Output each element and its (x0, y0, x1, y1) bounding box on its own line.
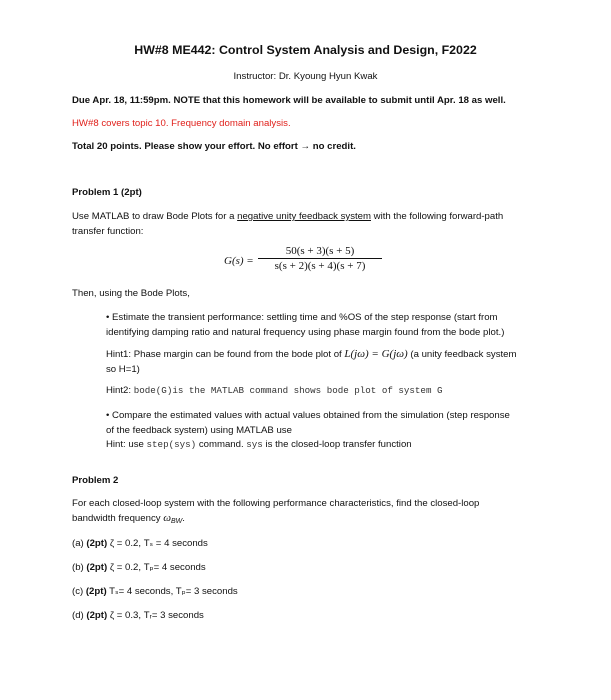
part-d-spec: ζ = 0.3, Tᵣ= 3 seconds (109, 610, 204, 621)
part-c-spec: Tₛ= 4 seconds, Tₚ= 3 seconds (109, 586, 238, 597)
part-c-points: (2pt) (85, 586, 107, 597)
due-notice: Due Apr. 18, 11:59pm. NOTE that this homework will be available to submit until Apr. 18 as well. (72, 95, 506, 106)
hint3-code-sys: sys (246, 439, 263, 450)
part-b-spec: ζ = 0.2, Tₚ= 4 seconds (109, 562, 206, 573)
then-text: Then, using the Bode Plots, (72, 288, 190, 299)
problem1-intro-post: with the following forward-path (370, 211, 504, 222)
problem1-intro (72, 210, 503, 223)
omega-subscript: BW (170, 518, 183, 525)
hint1 (106, 348, 516, 361)
fraction-bar (258, 258, 382, 259)
hint2 (106, 384, 443, 397)
topic-notice: HW#8 covers topic 10. Frequency domain analysis. (72, 118, 291, 129)
bullet2-line1: • Compare the estimated values with actual values obtained from the simulation (step response (106, 410, 510, 421)
hint2-code: bode(G)is the MATLAB command shows bode plot of system G (133, 385, 443, 396)
hint3-mid: command. (196, 439, 247, 450)
hint3-code-step: step(sys) (146, 439, 197, 450)
hint3 (106, 438, 412, 451)
transfer-function-denominator: s(s + 2)(s + 4)(s + 7) (274, 260, 366, 272)
problem2-intro-post: . (182, 513, 185, 524)
feedback-system-link: negative unity feedback system (237, 211, 371, 222)
part-b-label: (b) (72, 562, 84, 573)
problem1-intro-pre: Use MATLAB to draw Bode Plots for a (72, 211, 238, 222)
part-b-points: (2pt) (86, 562, 108, 573)
bullet1-line1: • Estimate the transient performance: settling time and %OS of the step response (start from (106, 312, 498, 323)
part-c (72, 585, 238, 598)
problem2-intro-pre: bandwidth frequency (72, 513, 164, 524)
hint2-pre: Hint2: (106, 385, 134, 396)
points-notice: Total 20 points. Please show your effort. No effort → no credit. (72, 141, 356, 152)
problem2-intro-line2 (72, 512, 185, 526)
hint3-post: is the closed-loop transfer function (262, 439, 412, 450)
transfer-function-lhs: G(s) = (224, 255, 254, 267)
hint1-math: L(jω) = G(jω) (344, 348, 408, 360)
part-a (72, 537, 208, 550)
transfer-function-numerator: 50(s + 3)(s + 5) (285, 245, 355, 257)
omega-symbol: ω (163, 512, 171, 524)
part-b (72, 561, 206, 574)
hint1-pre: Hint1: Phase margin can be found from the bode plot of (106, 349, 345, 360)
hint3-pre: Hint: use (106, 439, 147, 450)
problem2-intro-line1: For each closed-loop system with the following performance characteristics, find the closed-loop (72, 498, 480, 509)
problem2-heading: Problem 2 (72, 475, 119, 486)
part-d-label: (d) (72, 610, 84, 621)
part-a-label: (a) (72, 538, 84, 549)
part-d (72, 609, 204, 622)
instructor-line: Instructor: Dr. Kyoung Hyun Kwak (233, 71, 378, 82)
part-a-spec: ζ = 0.2, Tₛ = 4 seconds (109, 538, 208, 549)
bullet2-line2: of the feedback system) using MATLAB use (106, 425, 292, 436)
problem1-heading: Problem 1 (2pt) (72, 187, 142, 198)
problem1-intro-line2: transfer function: (72, 226, 144, 237)
part-c-label: (c) (72, 586, 84, 597)
part-a-points: (2pt) (86, 538, 108, 549)
hint1-post: (a unity feedback system (407, 349, 517, 360)
transfer-function-fraction (258, 245, 382, 272)
bullet1-line2: identifying damping ratio and natural frequency using phase margin found from the bode plot.) (106, 327, 505, 338)
hint1-line2: so H=1) (106, 364, 140, 375)
part-d-points: (2pt) (86, 610, 108, 621)
page-title: HW#8 ME442: Control System Analysis and Design, F2022 (134, 43, 477, 57)
